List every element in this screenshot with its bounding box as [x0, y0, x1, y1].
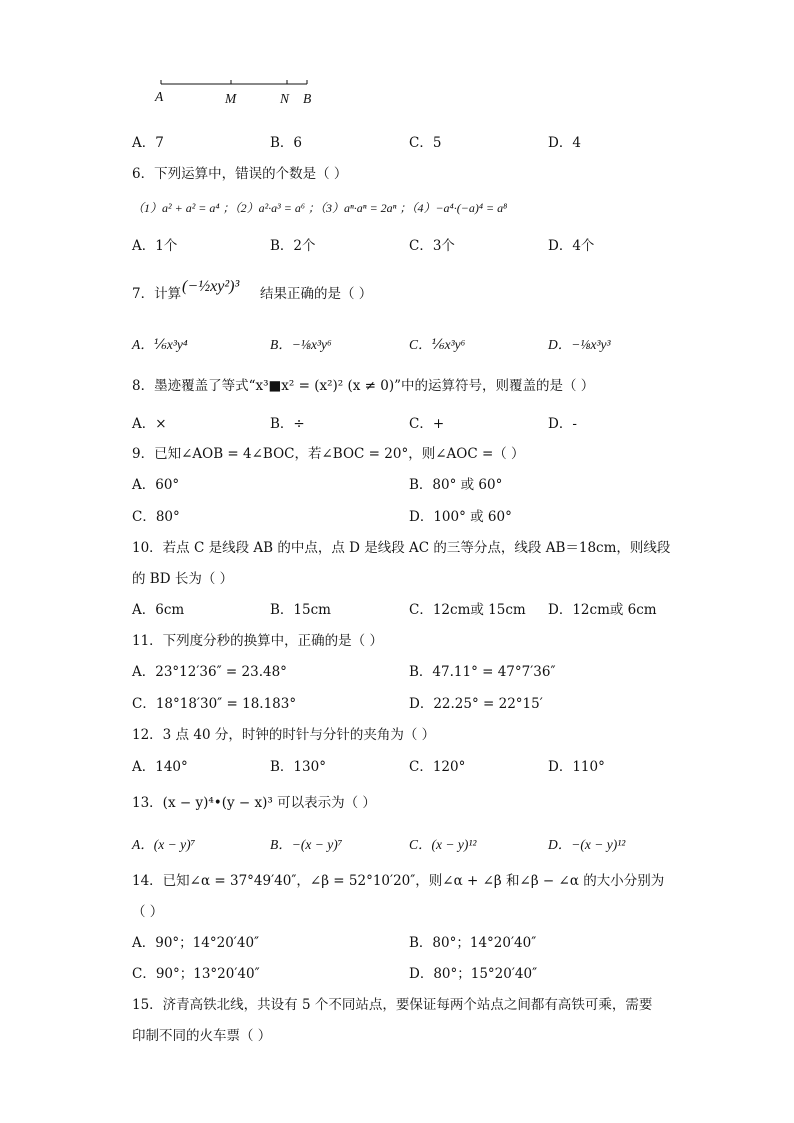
q6-option-c: C．3个 [409, 238, 455, 254]
q7-option-a: A．⅙x³y⁴ [132, 337, 188, 352]
q14-option-d: D．80°；15°20′40″ [409, 966, 538, 982]
q10-option-a: A．6cm [132, 602, 185, 618]
q14-option-a: A．90°；14°20′40″ [132, 935, 260, 951]
q12-stem: 12．3 点 40 分，时钟的时针与分针的夹角为（ ） [132, 727, 436, 743]
q7-option-c: C．⅙x³y⁶ [409, 337, 466, 352]
point-label-m: M [225, 91, 237, 106]
q15-line2: 印制不同的火车票（ ） [132, 1028, 272, 1044]
q14-option-c: C．90°；13°20′40″ [132, 966, 260, 982]
q5-option-a: A．7 [132, 135, 164, 151]
q8-option-b: B．÷ [270, 416, 305, 432]
q10-option-b: B．15cm [270, 602, 331, 618]
q8-option-c: C．+ [409, 416, 445, 432]
q5-option-c: C．5 [409, 135, 442, 151]
point-label-a: A [155, 89, 164, 104]
q14-line1: 14．已知∠α = 37°49′40″，∠β = 52°10′20″，则∠α + ∠β 和∠β − ∠α 的大小分别为 [132, 873, 665, 889]
q5-option-d: D．4 [548, 135, 581, 151]
q12-option-c: C．120° [409, 759, 466, 775]
q14-option-b: B．80°；14°20′40″ [409, 935, 537, 951]
q11-option-d: D．22.25° = 22°15′ [409, 696, 543, 712]
q13-option-d: D．−(x − y)¹² [548, 837, 626, 852]
q8-option-d: D．- [548, 416, 577, 432]
q7-suffix: 结果正确的是（ ） [260, 286, 373, 302]
q6-items: （1）a² + a² = a⁴ ；（2）a²·a³ = a⁶ ；（3）aⁿ·aⁿ = 2aⁿ ；（4）−a⁴·(−a)⁴ = a⁸ [132, 201, 508, 215]
q13-option-c: C．(x − y)¹² [409, 837, 477, 852]
q9-option-a: A．60° [132, 477, 180, 493]
q11-option-b: B．47.11° = 47°7′36″ [409, 664, 556, 680]
q14-line2: （ ） [132, 904, 164, 920]
q7-option-d: D．−⅛x³y³ [548, 337, 611, 352]
q9-stem: 9．已知∠AOB = 4∠BOC，若∠BOC = 20°，则∠AOC =（ ） [132, 446, 525, 462]
q7-prefix: 7．计算 [132, 286, 182, 302]
q12-option-b: B．130° [270, 759, 326, 775]
point-label-n: N [280, 91, 290, 106]
q11-stem: 11．下列度分秒的换算中，正确的是（ ） [132, 633, 383, 649]
q12-option-a: A．140° [132, 759, 188, 775]
q10-line2: 的 BD 长为（ ） [132, 571, 234, 587]
q9-option-c: C．80° [132, 509, 180, 525]
q13-option-b: B．−(x − y)⁷ [270, 837, 343, 852]
point-label-b: B [303, 91, 312, 106]
q9-option-d: D．100° 或 60° [409, 509, 512, 525]
q6-stem: 6．下列运算中，错误的个数是（ ） [132, 166, 348, 182]
q12-option-d: D．110° [548, 759, 605, 775]
q6-option-b: B．2个 [270, 238, 316, 254]
q8-stem: 8．墨迹覆盖了等式“x³■x² = (x²)² (x ≠ 0)”中的运算符号，则覆盖的是（ ） [132, 378, 595, 394]
q11-option-c: C．18°18′30″ = 18.183° [132, 696, 297, 712]
q6-option-a: A．1个 [132, 238, 178, 254]
q15-line1: 15．济青高铁北线，共设有 5 个不同站点，要保证每两个站点之间都有高铁可乘，需要 [132, 997, 653, 1013]
q9-option-b: B．80° 或 60° [409, 477, 503, 493]
q10-option-c: C．12cm或 15cm [409, 602, 526, 618]
q8-option-a: A．× [132, 416, 167, 432]
q10-option-d: D．12cm或 6cm [548, 602, 657, 618]
q13-option-a: A．(x − y)⁷ [132, 837, 196, 852]
q11-option-a: A．23°12′36″ = 23.48° [132, 664, 287, 680]
q6-option-d: D．4个 [548, 238, 595, 254]
q5-option-b: B．6 [270, 135, 303, 151]
q13-stem: 13．(x − y)⁴•(y − x)³ 可以表示为（ ） [132, 795, 376, 811]
q10-line1: 10．若点 C 是线段 AB 的中点，点 D 是线段 AC 的三等分点，线段 AB＝18cm，则线段 [132, 540, 671, 556]
q7-expression: (−½xy²)³ [182, 278, 240, 295]
q7-option-b: B．−⅛x³y⁶ [270, 337, 332, 352]
